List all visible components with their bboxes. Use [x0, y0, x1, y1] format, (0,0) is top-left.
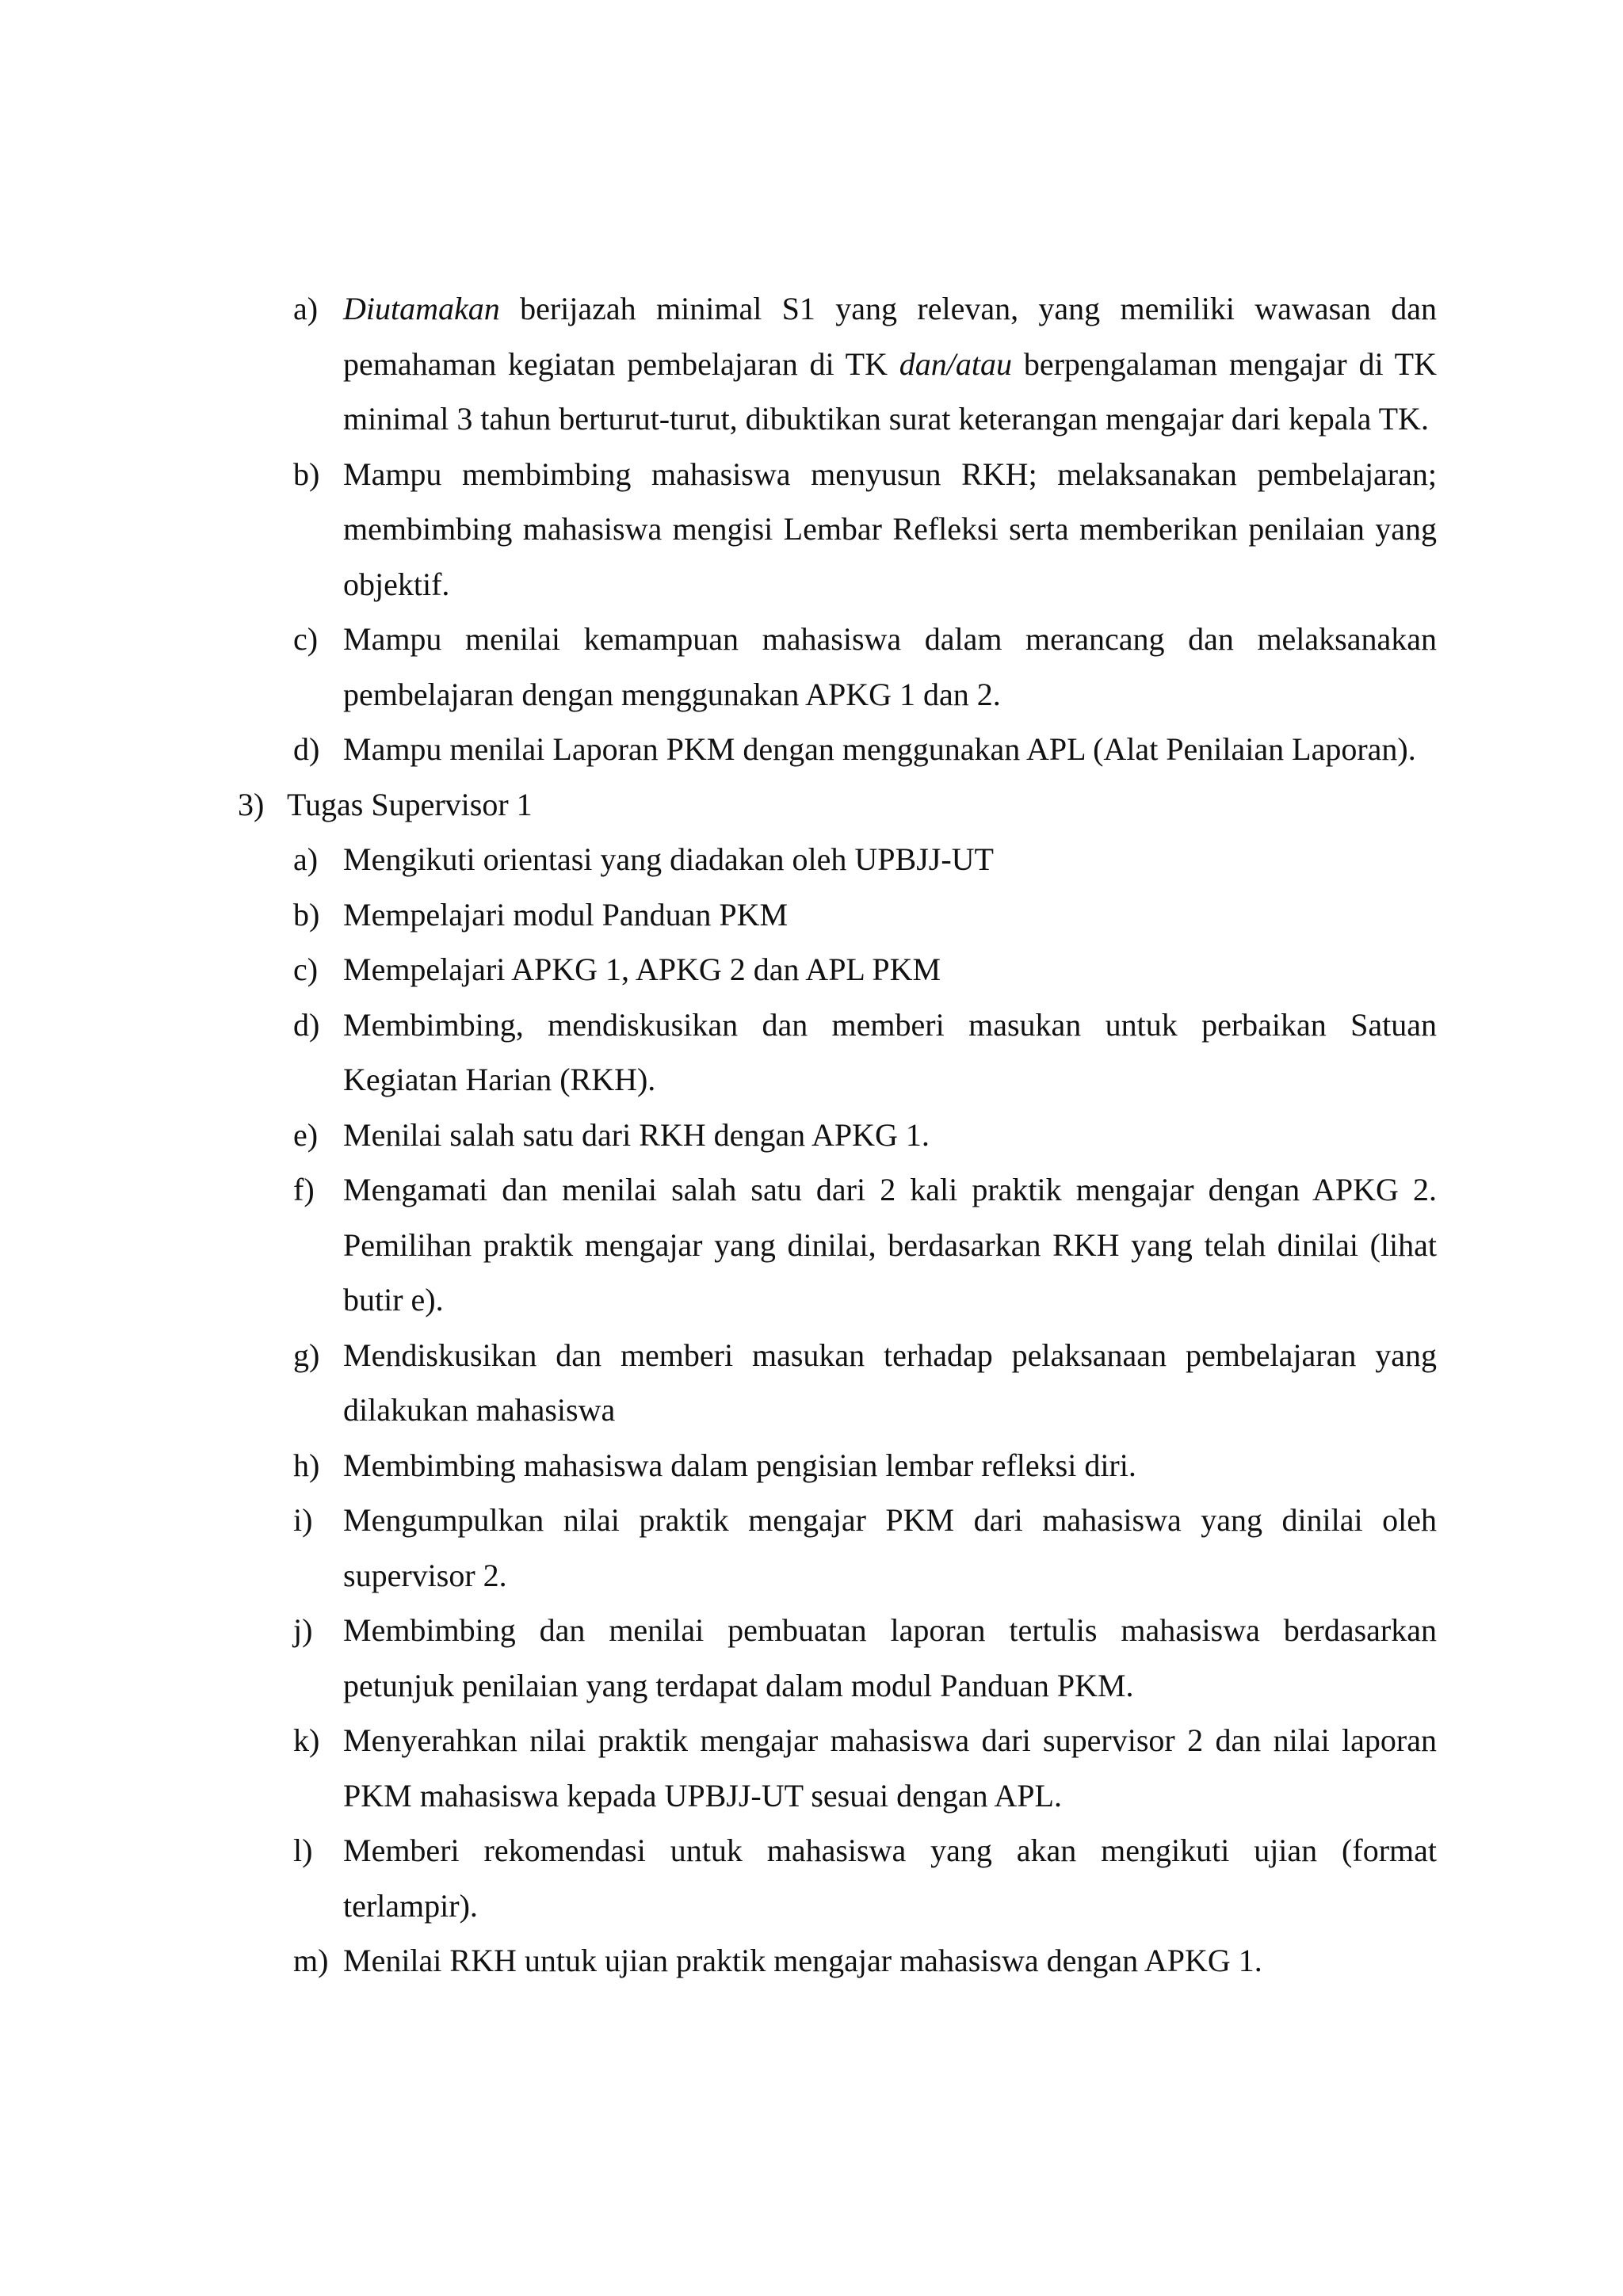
list-marker: d) [293, 1006, 320, 1043]
text-run: Mengikuti orientasi yang diadakan oleh UPBJJ-UT [343, 841, 994, 877]
text-run: Membimbing, mendiskusikan dan memberi masukan untuk perbaikan Satuan Kegiatan Harian (RKH). [343, 1006, 1437, 1097]
list-item-text [343, 722, 1437, 777]
text-run: Memberi rekomendasi untuk mahasiswa yang akan mengikuti ujian (format terlampir). [343, 1833, 1437, 1924]
text-run: Mempelajari modul Panduan PKM [343, 896, 789, 933]
list-item-text [343, 1603, 1437, 1713]
list-item [0, 1933, 1623, 1989]
list-item-main [0, 777, 1623, 833]
list-item-text [343, 1108, 1437, 1163]
list-marker: j) [293, 1612, 313, 1648]
emphasized-text: Diutamakan [343, 291, 500, 326]
list-marker: a) [293, 841, 319, 877]
list-item [0, 1438, 1623, 1493]
text-run: Mampu menilai Laporan PKM dengan menggunakan APL (Alat Penilaian Laporan). [343, 731, 1416, 767]
list-item-text [343, 1933, 1437, 1989]
document-body [0, 281, 1623, 1989]
list-item [0, 447, 1623, 612]
list-marker: f) [293, 1172, 315, 1207]
list-marker: l) [293, 1833, 313, 1868]
list-item [0, 722, 1623, 777]
list-marker: b) [293, 896, 320, 933]
list-item [0, 1328, 1623, 1438]
list-item-text [343, 1328, 1437, 1438]
list-item-text [343, 1823, 1437, 1933]
list-marker: k) [293, 1722, 320, 1758]
list-item [0, 1823, 1623, 1933]
list-marker: b) [293, 456, 320, 492]
list-item [0, 997, 1623, 1108]
list-marker: e) [293, 1116, 319, 1153]
text-run: Membimbing mahasiswa dalam pengisian lembar refleksi diri. [343, 1447, 1136, 1483]
list-item [0, 1493, 1623, 1603]
list-item-text [343, 1438, 1437, 1493]
list-item [0, 887, 1623, 943]
list-marker: a) [293, 291, 319, 326]
list-item [0, 1108, 1623, 1163]
list-item [0, 1162, 1623, 1328]
list-item [0, 942, 1623, 997]
list-item-text [343, 1162, 1437, 1328]
text-run: berpengalaman mengajar di TK minimal 3 tahun berturut-turut, dibuktikan surat keterangan mengajar dari kepala TK. [343, 345, 1437, 437]
text-run: Mengumpulkan nilai praktik mengajar PKM dari mahasiswa yang dinilai oleh supervisor 2. [343, 1502, 1437, 1593]
list-item-text [343, 281, 1437, 447]
emphasized-text: dan/atau [899, 345, 1013, 382]
list-marker: 3) [238, 786, 265, 822]
text-run: Tugas Supervisor 1 [287, 786, 533, 822]
text-run: Menilai RKH untuk ujian praktik mengajar mahasiswa dengan APKG 1. [343, 1943, 1262, 1978]
text-run: Mempelajari APKG 1, APKG 2 dan APL PKM [343, 952, 941, 987]
text-run: Menilai salah satu dari RKH dengan APKG 1. [343, 1116, 930, 1153]
text-run: Mendiskusikan dan memberi masukan terhadap pelaksanaan pembelajaran yang dilakukan mahasiswa [343, 1337, 1437, 1428]
list-item-text [343, 832, 1437, 887]
list-item-text [343, 1493, 1437, 1603]
list-item [0, 612, 1623, 722]
list-marker: c) [293, 952, 319, 987]
list-item-text [343, 447, 1437, 612]
list-marker: d) [293, 731, 320, 767]
text-run: Mampu menilai kemampuan mahasiswa dalam merancang dan melaksanakan pembelajaran dengan menggunakan APKG 1 dan 2. [343, 621, 1437, 712]
text-run: Menyerahkan nilai praktik mengajar mahasiswa dari supervisor 2 dan nilai laporan PKM mahasiswa kepada UPBJJ-UT sesuai dengan APL. [343, 1722, 1437, 1814]
list-marker: m) [293, 1943, 329, 1978]
list-marker: g) [293, 1337, 320, 1373]
list-item-text [343, 612, 1437, 722]
list-item [0, 281, 1623, 447]
list-item-text [343, 997, 1437, 1108]
text-run: Membimbing dan menilai pembuatan laporan tertulis mahasiswa berdasarkan petunjuk penilaian yang terdapat dalam modul Panduan PKM. [343, 1612, 1437, 1703]
list-marker: h) [293, 1447, 320, 1483]
text-run: berijazah minimal S1 yang relevan, yang memiliki wawasan dan pemahaman kegiatan pembelajaran di TK [343, 291, 1437, 382]
list-item-text [343, 1713, 1437, 1823]
text-run: Mampu membimbing mahasiswa menyusun RKH; melaksanakan pembelajaran; membimbing mahasiswa mengisi Lembar Refleksi serta memberikan penilaian yang objektif. [343, 456, 1437, 602]
text-run: Mengamati dan menilai salah satu dari 2 kali praktik mengajar dengan APKG 2. Pemilihan praktik mengajar yang dinilai, berdasarkan RKH yang telah dinilai (lihat butir e). [343, 1172, 1437, 1318]
list-marker: i) [293, 1502, 313, 1538]
list-item-text [343, 887, 1437, 943]
list-item [0, 1603, 1623, 1713]
list-item [0, 832, 1623, 887]
list-item-text [287, 777, 1436, 833]
list-item-text [343, 942, 1437, 997]
list-marker: c) [293, 621, 319, 657]
list-item [0, 1713, 1623, 1823]
